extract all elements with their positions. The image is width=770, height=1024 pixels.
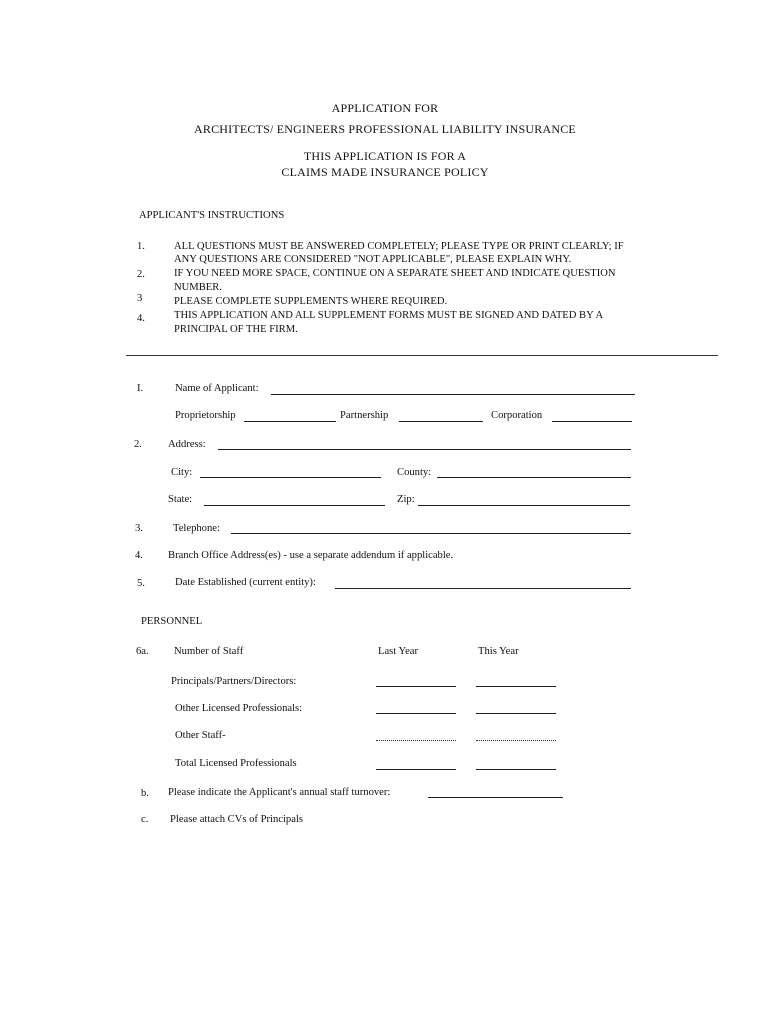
staff-row-total-label: Total Licensed Professionals [175, 758, 297, 769]
title-line-1: APPLICATION FOR [331, 101, 439, 115]
instruction-1-number: 1. [137, 241, 145, 252]
this-year-header: This Year [478, 646, 519, 657]
q5-number: 5. [137, 578, 145, 589]
date-established-field[interactable] [335, 588, 631, 589]
q2-label: Address: [168, 439, 206, 450]
q3-label: Telephone: [173, 523, 220, 534]
city-field[interactable] [200, 477, 381, 478]
title-line-2: ARCHITECTS/ ENGINEERS PROFESSIONAL LIABILITY INSURANCE [194, 122, 576, 136]
proprietorship-field[interactable] [244, 421, 336, 422]
staff-row-principals-label: Principals/Partners/Directors: [171, 676, 297, 687]
state-label: State: [168, 494, 193, 505]
q4-label: Branch Office Address(es) - use a separate addendum if applicable. [168, 550, 454, 561]
other-staff-last-year-field[interactable] [376, 740, 456, 741]
q6c-label: Please attach CVs of Principals [170, 814, 303, 825]
name-of-applicant-field[interactable] [271, 394, 635, 395]
instruction-1-line-2: ANY QUESTIONS ARE CONSIDERED "NOT APPLICABLE", PLEASE EXPLAIN WHY. [174, 254, 572, 265]
instructions-heading: APPLICANT'S INSTRUCTIONS [139, 210, 285, 221]
county-label: County: [397, 467, 432, 478]
staff-row-other-licensed-label: Other Licensed Professionals: [175, 703, 303, 714]
total-last-year-field[interactable] [376, 769, 456, 770]
county-field[interactable] [437, 477, 631, 478]
q5-label: Date Established (current entity): [175, 577, 316, 588]
q6b-label: Please indicate the Applicant's annual staff turnover: [168, 787, 391, 798]
other-licensed-this-year-field[interactable] [476, 713, 556, 714]
q6a-number: 6a. [136, 646, 149, 657]
proprietorship-label: Proprietorship [175, 410, 236, 421]
q6c-number: c. [141, 814, 149, 825]
telephone-field[interactable] [231, 533, 631, 534]
last-year-header: Last Year [378, 646, 419, 657]
instruction-3-line-1: PLEASE COMPLETE SUPPLEMENTS WHERE REQUIRED. [174, 296, 448, 307]
subtitle-line-1: THIS APPLICATION IS FOR A [303, 149, 467, 163]
q6a-label: Number of Staff [174, 646, 244, 657]
city-label: City: [171, 467, 193, 478]
personnel-heading: PERSONNEL [141, 616, 203, 627]
q4-number: 4. [135, 550, 143, 561]
state-field[interactable] [204, 505, 385, 506]
instruction-4-line-1: THIS APPLICATION AND ALL SUPPLEMENT FORMS MUST BE SIGNED AND DATED BY A [174, 310, 604, 321]
q1-label: Name of Applicant: [175, 383, 259, 394]
instruction-2-line-2: NUMBER. [174, 282, 222, 293]
address-field[interactable] [218, 449, 631, 450]
partnership-field[interactable] [399, 421, 483, 422]
staff-turnover-field[interactable] [428, 797, 563, 798]
q1-number: I. [137, 383, 144, 394]
principals-last-year-field[interactable] [376, 686, 456, 687]
zip-label: Zip: [397, 494, 415, 505]
subtitle-line-2: CLAIMS MADE INSURANCE POLICY [281, 165, 489, 179]
instruction-2-line-1: IF YOU NEED MORE SPACE, CONTINUE ON A SEPARATE SHEET AND INDICATE QUESTION [174, 268, 616, 279]
corporation-label: Corporation [491, 410, 543, 421]
staff-row-other-staff-label: Other Staff- [175, 730, 226, 741]
instruction-4-number: 4. [137, 313, 145, 324]
other-licensed-last-year-field[interactable] [376, 713, 456, 714]
q3-number: 3. [135, 523, 143, 534]
total-this-year-field[interactable] [476, 769, 556, 770]
principals-this-year-field[interactable] [476, 686, 556, 687]
other-staff-this-year-field[interactable] [476, 740, 556, 741]
corporation-field[interactable] [552, 421, 632, 422]
instruction-3-number: 3 [137, 293, 143, 304]
instruction-4-line-2: PRINCIPAL OF THE FIRM. [174, 324, 298, 335]
partnership-label: Partnership [340, 410, 389, 421]
q2-number: 2. [134, 439, 142, 450]
instruction-1-line-1: ALL QUESTIONS MUST BE ANSWERED COMPLETELY; PLEASE TYPE OR PRINT CLEARLY; IF [174, 241, 624, 252]
instruction-2-number: 2. [137, 269, 145, 280]
q6b-number: b. [141, 788, 149, 799]
zip-field[interactable] [418, 505, 630, 506]
section-divider [126, 355, 718, 356]
